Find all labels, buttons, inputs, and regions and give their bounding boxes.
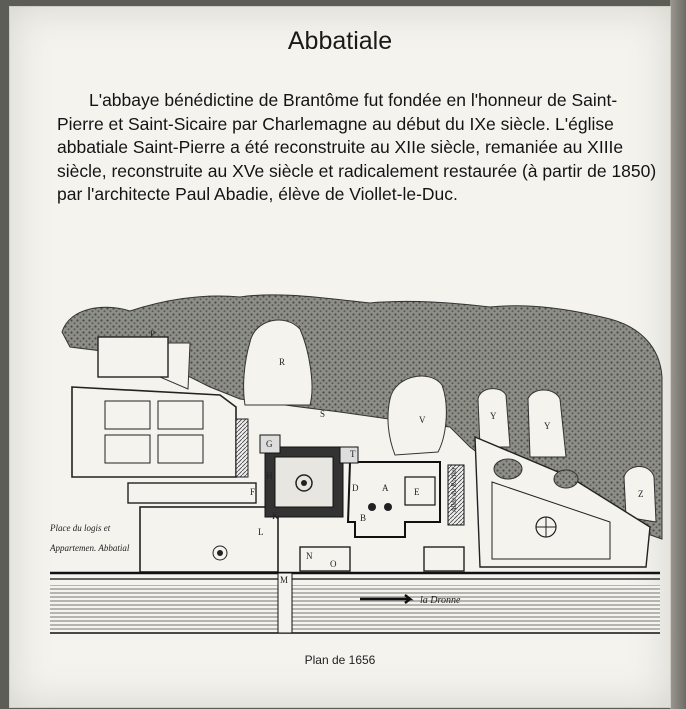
letter-g: G: [266, 439, 273, 449]
background-wall: [670, 0, 686, 709]
river: [50, 585, 660, 633]
building-l: [140, 507, 278, 572]
cave-r: [244, 320, 312, 405]
letter-o: O: [330, 559, 337, 569]
letter-y2: Y: [544, 421, 551, 431]
letter-p: P: [150, 329, 156, 339]
plan-caption: Plan de 1656: [304, 653, 376, 667]
letter-r: R: [279, 357, 286, 367]
letter-b: B: [360, 513, 367, 523]
letter-y1: Y: [490, 411, 497, 421]
letter-s: S: [320, 409, 326, 419]
place-label-1: Place du logis et: [50, 523, 111, 533]
letter-l: L: [258, 527, 264, 537]
panel-title: Abbatiale: [287, 27, 393, 55]
letter-n: N: [306, 551, 313, 561]
church: [348, 462, 440, 537]
abbey-plan-1656: [10, 7, 670, 707]
letter-t: T: [350, 449, 356, 459]
letter-z: Z: [638, 489, 644, 499]
street-label: Allée du Rocher: [450, 466, 458, 512]
letter-d: D: [352, 483, 359, 493]
letter-m: M: [280, 575, 289, 585]
cave-v: [388, 376, 446, 455]
terrace-upper: [98, 337, 168, 377]
letter-k: K: [272, 511, 279, 521]
letter-h: H: [266, 471, 273, 481]
building-lower-left: [128, 483, 256, 503]
river-label: la Dronne: [420, 595, 461, 606]
garden-left: [72, 387, 236, 477]
letter-a: A: [382, 483, 389, 493]
letter-e: E: [414, 487, 420, 497]
information-panel: [9, 6, 671, 708]
letter-v: V: [419, 415, 426, 425]
letter-f: F: [250, 487, 256, 497]
intro-paragraph: L'abbaye bénédictine de Brantôme fut fondée en l'honneur de Saint-Pierre et Saint-Sicaire par Charlemagne au début du IXe siècle. L'église abbatiale Saint-Pierre a été reconstruite au XIIe siècle, remaniée au XIIIe siècle, reconstruite au XVe siècle et radicalement restaurée (à partir de 1850) par l'architecte Paul Abadie, élève de Viollet-le-Duc.: [57, 90, 657, 204]
place-label-2: Appartemen. Abbatial: [50, 543, 130, 553]
